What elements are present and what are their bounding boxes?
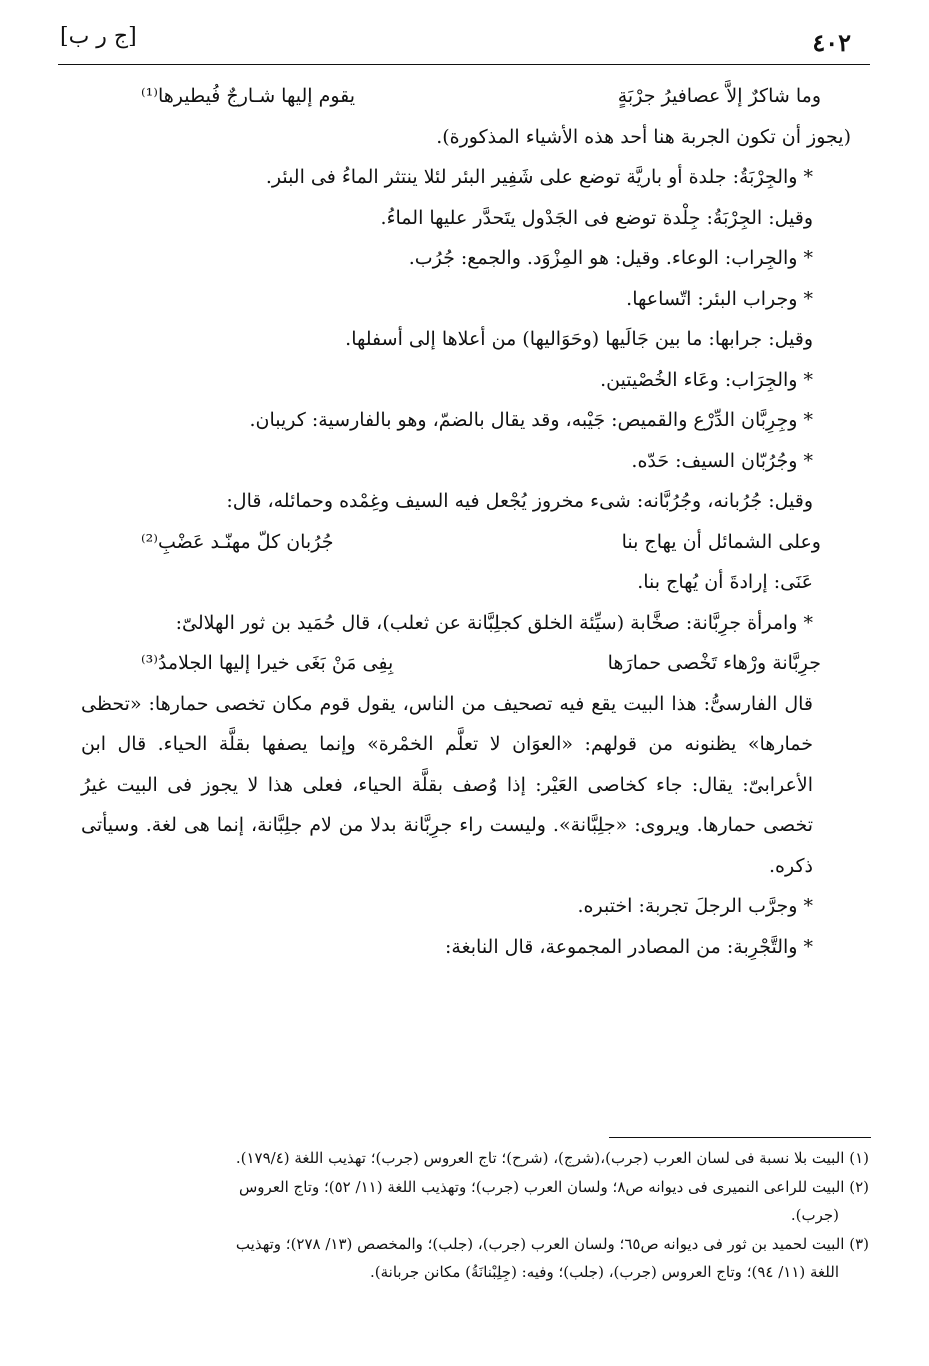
page-number: ٤٠٢: [812, 28, 851, 57]
footnote-rule: [609, 1137, 871, 1138]
running-head: [ج ر ب]: [60, 24, 137, 49]
entry-line: وقيل: جُرُبانه، وجُرُبَّانه: شىء مخروز يُجْعل فيه السيف وغِمْده وحمائله، قال:: [226, 490, 813, 512]
entry-line: * والتَّجْرِبة: من المصادر المجموعة، قال النابغة:: [444, 935, 813, 958]
entry-line: وقيل: الجِرْبَةُ: جِلْدة توضع فى الجَدْول يتَحدَّر عليها الماءُ.: [380, 206, 813, 229]
entry-line: * وجراب البئر: اتّساعها.: [626, 287, 813, 310]
footnote: (٢) البيت للراعى النميرى فى ديوانه ص٨؛ ولسان العرب (جرب)؛ وتهذيب اللغة (١١/ ٥٢)؛ وتاج العروس: [238, 1177, 869, 1196]
verse-hemistich-first: جرِبَّانة ورْهاء تَخْصى حمارَها: [607, 652, 821, 674]
entry-line: عَنَى: إرادةَ أن يُهاج بنا.: [637, 571, 813, 593]
verse-line: [81, 643, 851, 684]
footnote: (١) البيت بلا نسبة فى لسان العرب (جرب)،(شرج)، (شرح)؛ تاج العروس (جرب)؛ تهذيب اللغة (١٧٩/٤).: [235, 1149, 869, 1167]
body-text: [81, 76, 851, 967]
verse-hemistich-second: يقوم إليها شـارجٌ فُيطيرها⁽¹⁾: [141, 85, 356, 107]
header-rule: [58, 64, 870, 65]
entry-line: * والجِرْبَةُ: جلدة أو باريَّة توضع على شَفِير البئر لئلا ينتثر الماءُ فى البئر.: [265, 166, 813, 188]
entry-line: * وجرَّب الرجلَ تجربة: اختبره.: [577, 895, 813, 917]
entry-line: * والجِراب: الوعاء. وقيل: هو المِزْوَد. والجمع: جُرُب.: [408, 247, 813, 269]
commentary-paragraph: قال الفارسىُّ: هذا البيت يقع فيه تصحيف من الناس، يقول قوم مكان تخصى حمارها: «تحظى خمارها» يظنونه من قولهم: «العوَان لا تعلَّم الخمْرة» وإنما يصفها بقلَّة الحياء. قال ابن الأعرابىّ: يقال: جاء كخاصى العَيْر: إذا وُصف بقلَّة الحياء، فعلى هذا لا يجوز فى البيت غيرُ تخصى حمارها. ويروى: «جلِبَّانة». وليست راء جرِبَّانة بدلا من لام جلِبَّانة، إنما هى لغة. وسيأتى ذكره.: [81, 692, 813, 877]
footnotes: [57, 1144, 869, 1287]
entry-line: * وجُرُبّان السيف: حَدّه.: [631, 449, 813, 472]
verse-line: [81, 522, 851, 563]
entry-line: وقيل: جرابها: ما بين جَالَيها (وحَوَاليها) من أعلاها إلى أسفلها.: [345, 328, 813, 350]
verse-hemistich-first: وعلى الشمائل أن يهاج بنا: [621, 530, 821, 553]
footnote-continuation: اللغة (١١/ ٩٤)؛ وتاج العروس (جرب)، (جلب)؛ وفيه: (جِلِبْنانَةُ) مكانن جربانة).: [369, 1263, 839, 1281]
text-line: (يجوز أن تكون الجربة هنا أحد هذه الأشياء المذكورة).: [436, 125, 851, 148]
verse-hemistich-second: بِفِى مَنْ بَغَى خيرا إليها الجلامدُ⁽³⁾: [141, 652, 394, 674]
verse-hemistich-first: وما شاكرٌ إلاَّ عصافيرُ جرْبَةٍ: [617, 85, 821, 107]
entry-line: * وامرأة جرِبَّانة: صخَّابة (سيِّئة الخلق كجلِبَّانة عن ثعلب)، قال حُمَيد بن ثور الهلالىّ:: [175, 611, 813, 634]
verse-hemistich-second: جُرُبان كلّ مهنّـد عَضْبِ⁽²⁾: [141, 530, 334, 553]
footnote: (٣) البيت لحميد بن ثور فى ديوانه ص٦٥؛ ولسان العرب (جرب)، (جلب)؛ والمخصص (١٣/ ٢٧٨)؛ وتهذيب: [235, 1234, 869, 1253]
entry-line: * وجِرِبَّان الدِّرْع والقميص: جَيْبه، وقد يقال بالضمّ، وهو بالفارسية: كريبان.: [249, 409, 813, 431]
entry-line: * والجِرَاب: وعَاء الخُصْيتين.: [600, 368, 813, 391]
footnote-continuation: (جرب).: [790, 1206, 839, 1224]
verse-line: [81, 76, 851, 117]
